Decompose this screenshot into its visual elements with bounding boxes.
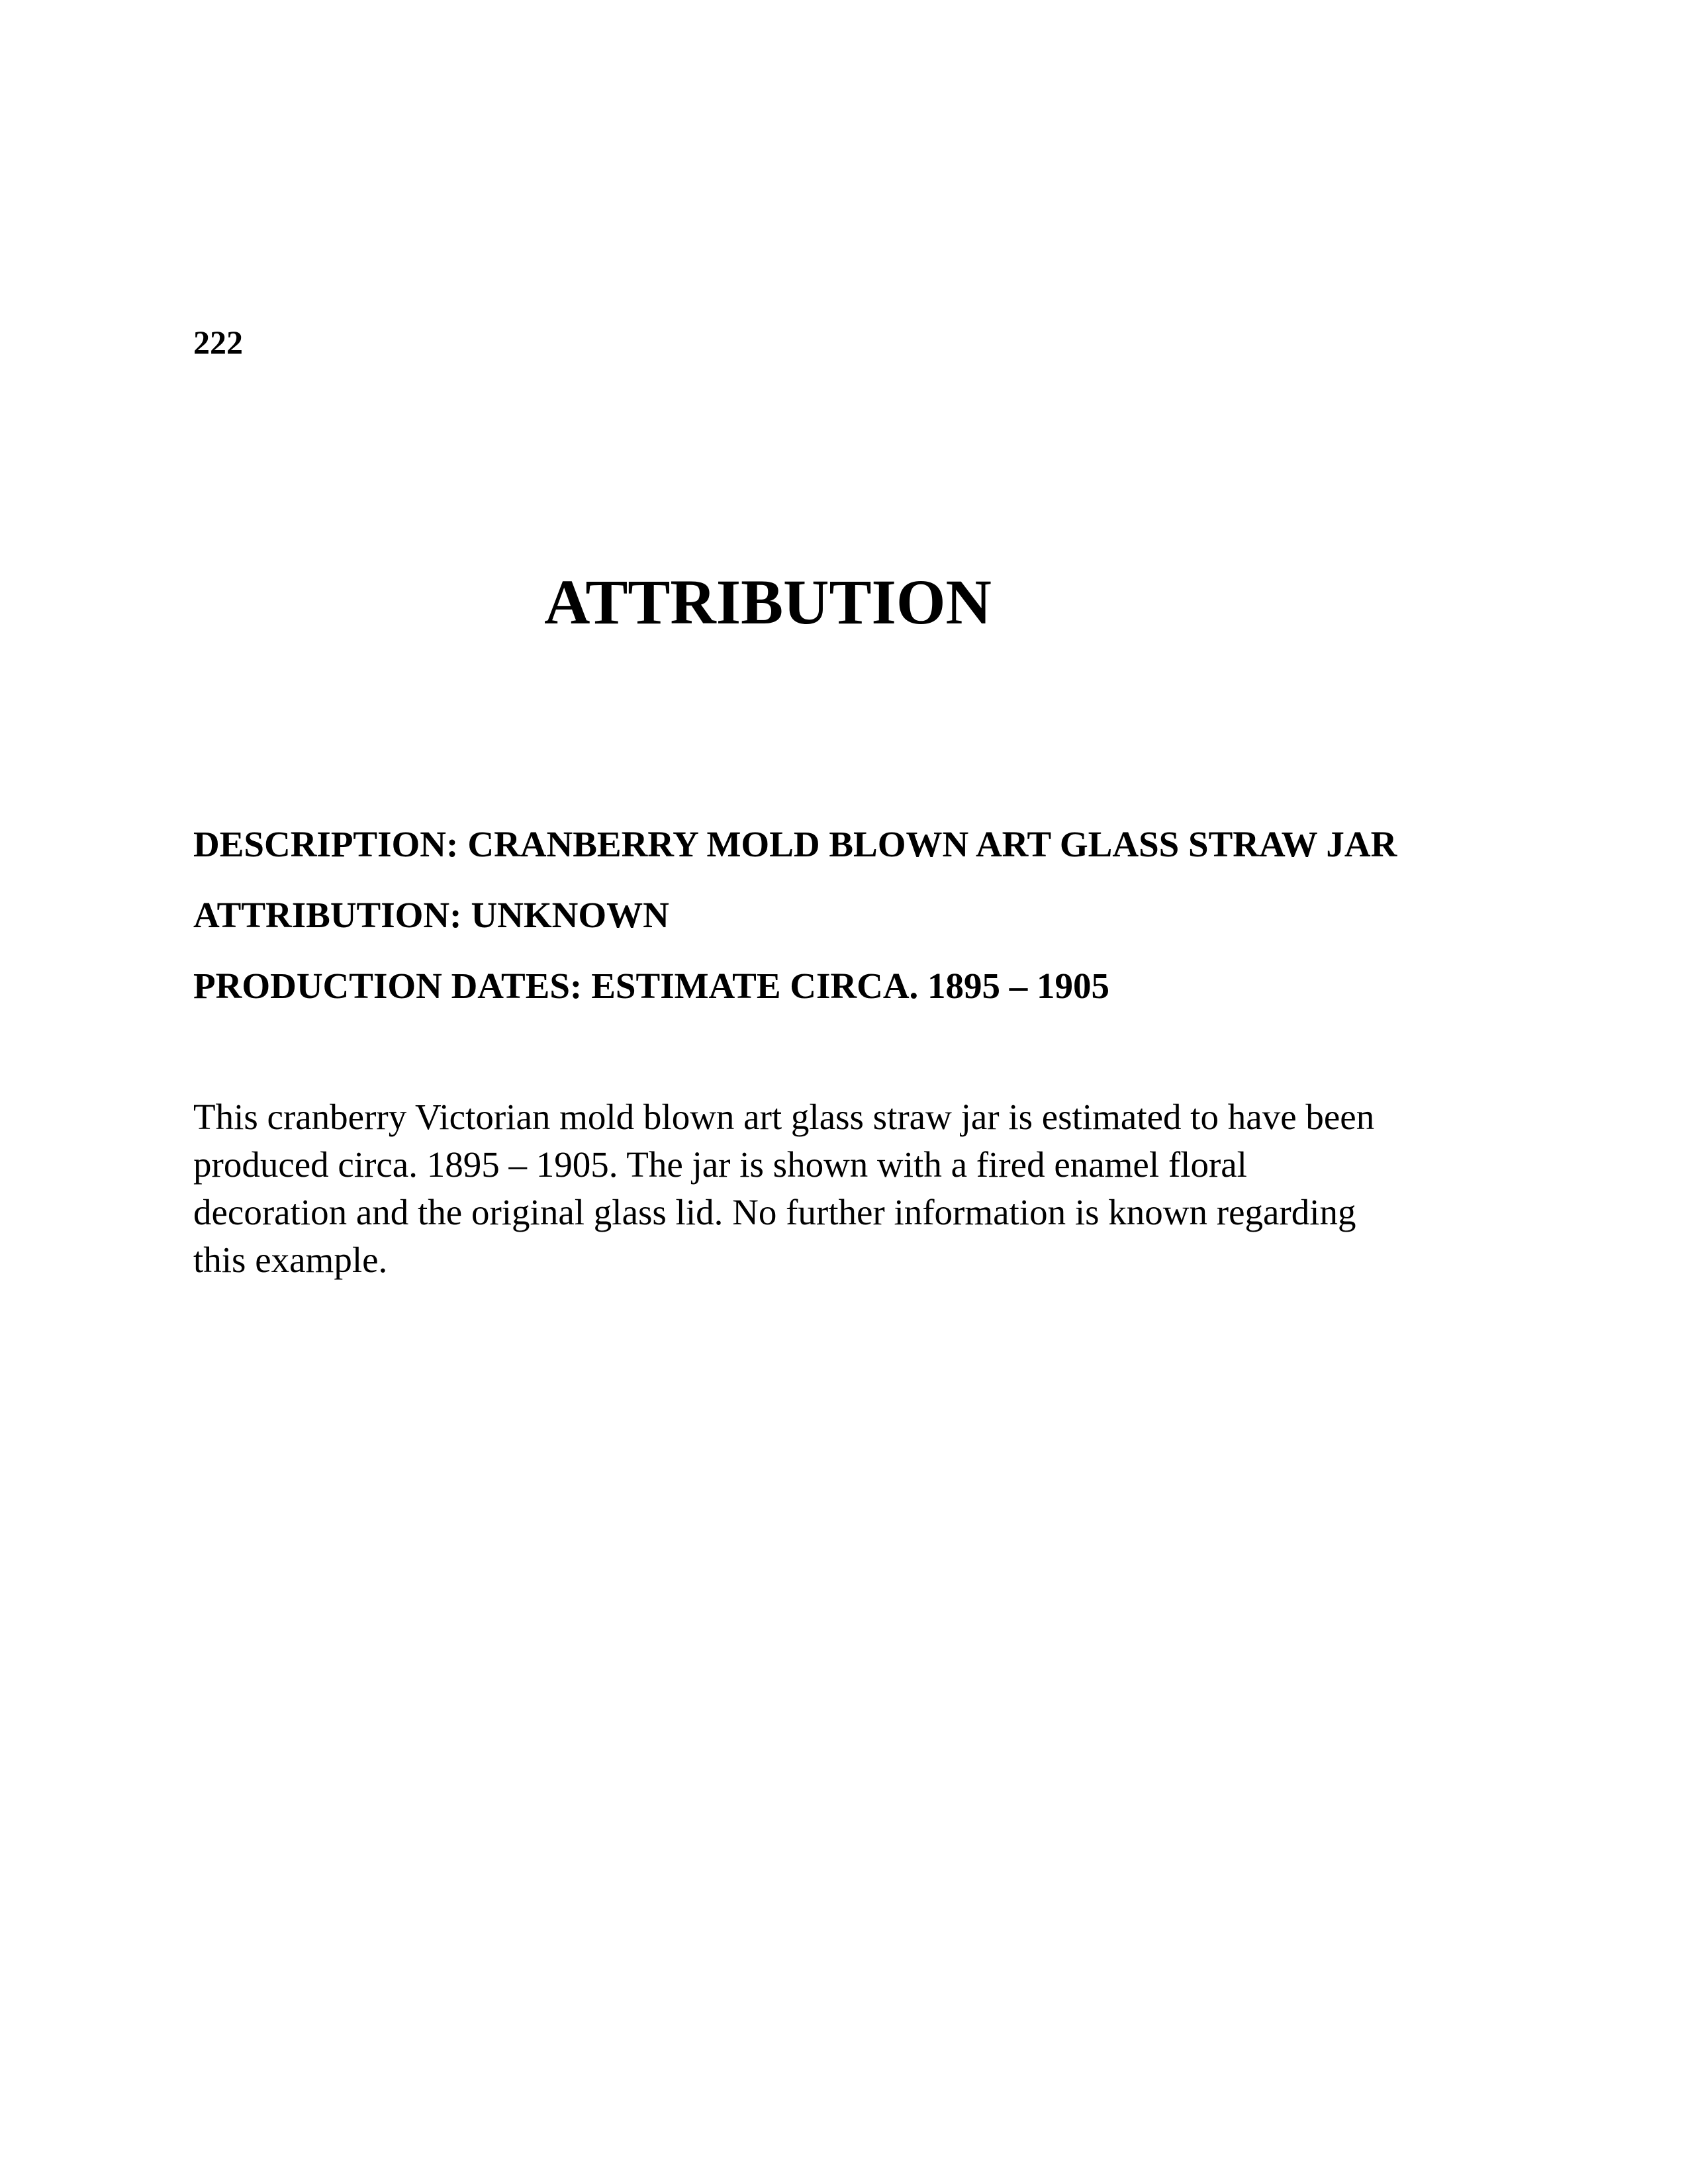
- page-number: 222: [193, 324, 243, 361]
- paragraph-line: this example.: [193, 1240, 388, 1280]
- attribution-value: UNKNOWN: [471, 895, 669, 935]
- description-line: [193, 809, 1397, 880]
- production-dates-value: ESTIMATE CIRCA. 1895 – 1905: [591, 966, 1110, 1006]
- attribution-label: ATTRIBUTION:: [193, 895, 462, 935]
- production-dates-label: PRODUCTION DATES:: [193, 966, 583, 1006]
- page-title: ATTRIBUTION: [544, 567, 992, 637]
- paragraph-line: produced circa. 1895 – 1905. The jar is shown with a fired enamel floral: [193, 1144, 1247, 1185]
- description-label: DESCRIPTION:: [193, 824, 459, 864]
- paragraph-line: decoration and the original glass lid. No further information is known regarding: [193, 1192, 1356, 1232]
- attribution-line: [193, 880, 1397, 950]
- paragraph-line: This cranberry Victorian mold blown art glass straw jar is estimated to have been: [193, 1097, 1375, 1137]
- description-paragraph: [193, 1093, 1484, 1284]
- description-value: CRANBERRY MOLD BLOWN ART GLASS STRAW JAR: [467, 824, 1397, 864]
- attribution-details: [193, 809, 1397, 1021]
- production-dates-line: [193, 950, 1397, 1021]
